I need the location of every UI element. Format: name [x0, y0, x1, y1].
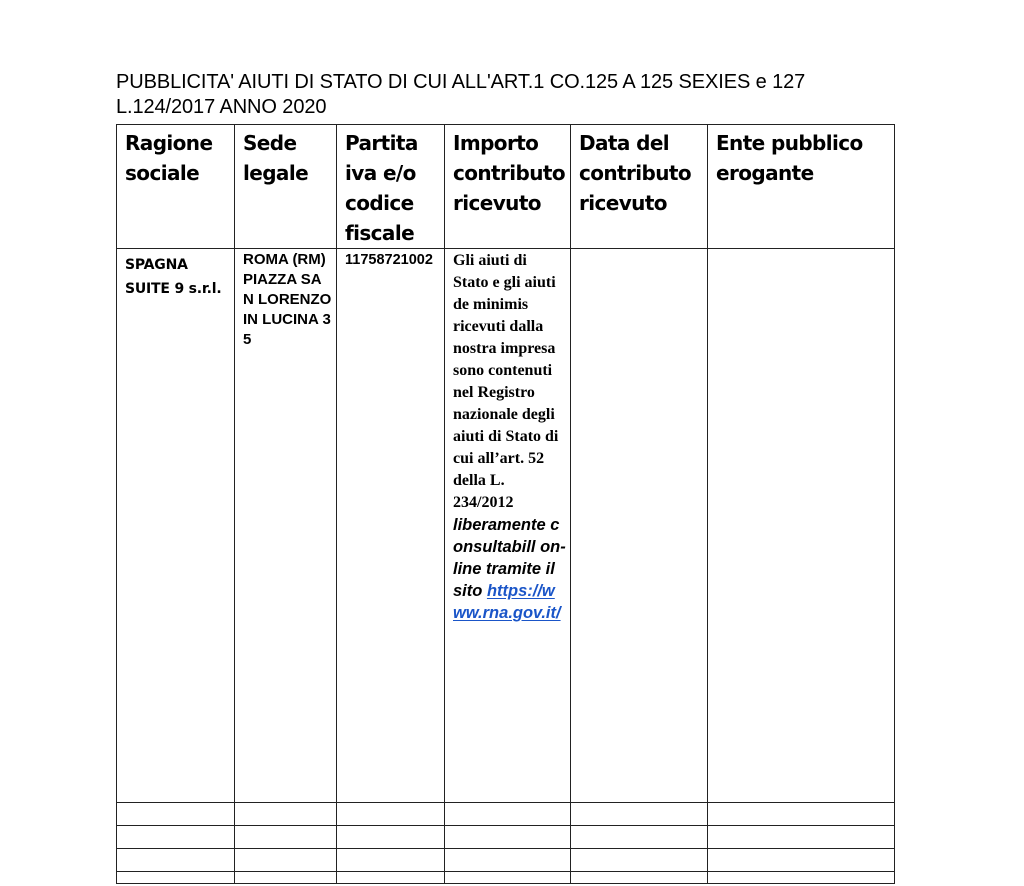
header-sede-legale: Sede legale: [235, 125, 337, 249]
company-name-cell: SPAGNA SUITE 9 s.r.l.: [117, 249, 235, 803]
document-title-line-1: PUBBLICITA' AIUTI DI STATO DI CUI ALL'ART.1 CO.125 A 125 SEXIES e 127: [116, 71, 806, 93]
empty-cell: [445, 826, 571, 849]
empty-cell: [235, 826, 337, 849]
empty-cell: [337, 872, 445, 884]
empty-cell: [571, 826, 708, 849]
empty-cell: [337, 803, 445, 826]
table-row: [117, 249, 895, 803]
empty-table-row: [117, 849, 895, 872]
empty-cell: [117, 849, 235, 872]
document-title: [116, 70, 906, 120]
amount-description: Gli aiuti di Stato e gli aiuti de minimis ricevuti dalla nostra impresa sono contenuti nel Registro nazionale degli aiuti di Stato di cui all’art. 52 della L. 234/2012: [453, 252, 559, 511]
amount-cell: [445, 249, 571, 803]
header-partita-iva: Partita iva e/o codice fiscale: [337, 125, 445, 249]
empty-cell: [235, 849, 337, 872]
empty-cell: [337, 849, 445, 872]
empty-cell: [571, 803, 708, 826]
empty-cell: [117, 803, 235, 826]
entity-cell: [708, 249, 895, 803]
empty-cell: [708, 826, 895, 849]
empty-cell: [445, 803, 571, 826]
empty-cell: [708, 872, 895, 884]
state-aid-table: [116, 124, 895, 884]
empty-cell: [445, 872, 571, 884]
empty-cell: [571, 872, 708, 884]
document-title-line-2: L.124/2017 ANNO 2020: [116, 96, 327, 118]
empty-cell: [337, 826, 445, 849]
empty-cell: [117, 872, 235, 884]
empty-cell: [445, 849, 571, 872]
header-importo-contributo: Importo contributo ricevuto: [445, 125, 571, 249]
rna-link[interactable]: https://www.rna.gov.it/: [453, 582, 561, 622]
table-header-row: [117, 125, 895, 249]
empty-cell: [235, 803, 337, 826]
amount-consult-text: liberamente consultabill on-line tramite il sito: [453, 516, 566, 600]
header-ente-pubblico: Ente pubblico erogante: [708, 125, 895, 249]
empty-table-row: [117, 803, 895, 826]
vat-number-cell: 11758721002: [337, 249, 445, 803]
empty-cell: [708, 803, 895, 826]
empty-cell: [708, 849, 895, 872]
header-data-contributo: Data del contributo ricevuto: [571, 125, 708, 249]
date-cell: [571, 249, 708, 803]
amount-consult-note: [453, 514, 566, 624]
empty-cell: [571, 849, 708, 872]
empty-cell: [235, 872, 337, 884]
empty-cell: [117, 826, 235, 849]
registered-office-cell: ROMA (RM) PIAZZA SAN LORENZO IN LUCINA 35: [235, 249, 337, 803]
empty-table-row: [117, 826, 895, 849]
header-ragione-sociale: Ragione sociale: [117, 125, 235, 249]
continuing-table-row: [117, 872, 895, 884]
